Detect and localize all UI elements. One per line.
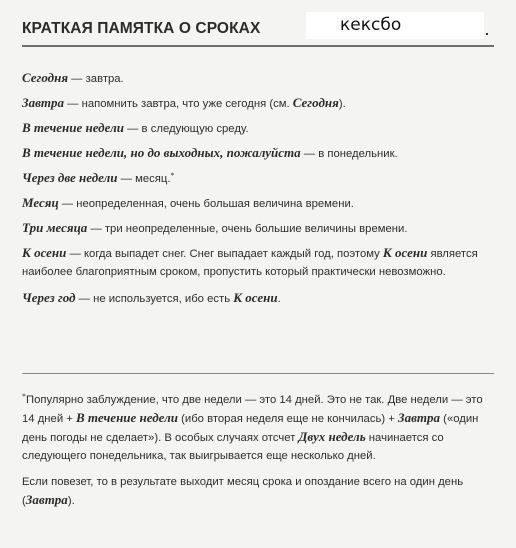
sticker-text: кексбо (340, 15, 402, 35)
entry-three-months: Три месяца — три неопределенные, очень большие величины времени. (22, 220, 408, 235)
title-period (486, 33, 488, 35)
footnote-block (22, 391, 494, 510)
footnote-paragraph: *Популярно заблуждение, что две недели — это 14 дней. Это не так. Две недели — это 14 дней + В течение недели (ибо вторая неделя еще не кончилась) + Завтра («один день погоды не сделает»). В особых случаях отсчет Двух недель начинается со следующего понедельника, так выигрывается еще несколько дней. (22, 392, 483, 462)
entry-month: Месяц — неопределенная, очень большая величина времени. (22, 195, 354, 210)
footnote-conclusion: Если повезет, то в результате выходит месяц срока и опоздание всего на один день (Завтра). (22, 476, 464, 507)
entry-list (22, 69, 494, 308)
title-divider (22, 45, 494, 47)
entry-in-two-weeks: Через две недели — месяц.* (22, 170, 175, 185)
entry-in-a-year: Через год — не используется, ибо есть К осени. (22, 290, 281, 305)
entry-within-week-before-weekend: В течение недели, но до выходных, пожалуйста — в понедельник. (22, 145, 398, 160)
entry-tomorrow: Завтра — напомнить завтра, что уже сегодня (см. Сегодня). (22, 95, 346, 110)
page-title: КРАТКАЯ ПАМЯТКА О СРОКАХ (22, 20, 261, 37)
entry-within-week: В течение недели — в следующую среду. (22, 120, 249, 135)
footnote-divider (22, 373, 494, 374)
overlay-sticker (306, 12, 484, 39)
entry-today: Сегодня — завтра. (22, 70, 124, 85)
entry-by-autumn: К осени — когда выпадет снег. Снег выпадает каждый год, поэтому К осени является наиболее благоприятным сроком, пропустить который практически невозможно. (22, 245, 478, 278)
